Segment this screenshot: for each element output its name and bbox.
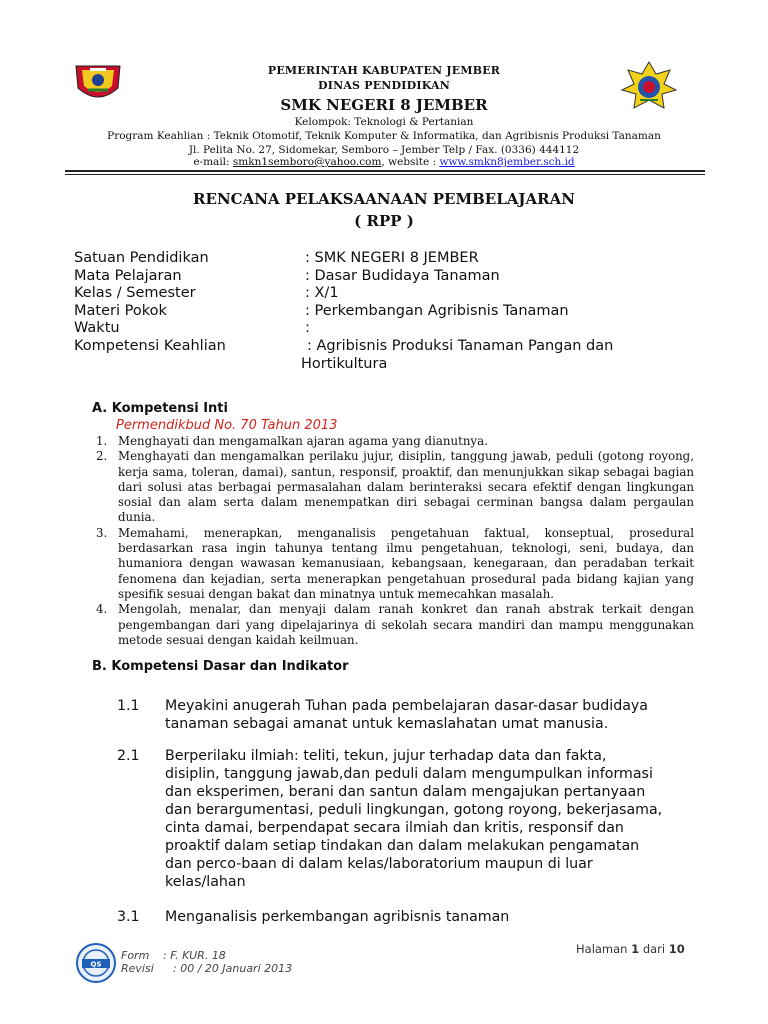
- revision-value: : 00 / 20 Januari 2013: [173, 962, 293, 975]
- certification-logo-icon: [70, 942, 122, 984]
- competency-line: proaktif dalam setiap tindakan dan dalam melakukan pengamatan: [165, 838, 640, 854]
- revision-label: Revisi: [121, 962, 154, 975]
- page-of: dari: [642, 942, 666, 956]
- list-item: [96, 449, 694, 525]
- list-item: [96, 526, 694, 602]
- header-divider-thick: [65, 170, 705, 172]
- info-value: : SMK NEGERI 8 JEMBER: [305, 250, 479, 266]
- list-item: [96, 602, 694, 648]
- info-label: Kompetensi Keahlian: [74, 338, 226, 354]
- school-programs: Program Keahlian : Teknik Otomotif, Teknik Komputer & Informatika, dan Agribisnis Produksi Tanaman: [107, 130, 661, 142]
- form-label: Form: [121, 949, 150, 962]
- school-address: Jl. Pelita No. 27, Sidomekar, Semboro – Jember Telp / Fax. (0336) 444112: [188, 144, 580, 156]
- government-name: PEMERINTAH KABUPATEN JEMBER: [267, 64, 501, 77]
- section-b-heading: B. Kompetensi Dasar dan Indikator: [92, 659, 349, 674]
- info-label: Kelas / Semester: [74, 285, 196, 302]
- school-name: SMK NEGERI 8 JEMBER: [280, 96, 488, 114]
- email-link[interactable]: smkn1semboro@yahoo.com: [232, 156, 382, 168]
- info-label: Waktu: [74, 320, 120, 337]
- page-indicator: [576, 942, 685, 956]
- list-item: [96, 434, 694, 449]
- list-number: 3.: [96, 525, 108, 540]
- document-title: RENCANA PELAKSAANAAN PEMBELAJARAN: [193, 190, 575, 208]
- website-label: , website :: [381, 156, 437, 168]
- info-value: : Dasar Budidaya Tanaman: [305, 267, 500, 284]
- section-a-heading: A. Kompetensi Inti: [92, 401, 228, 416]
- competency-line: disiplin, tanggung jawab,dan peduli dalam mengumpulkan informasi: [165, 766, 653, 782]
- competency-line: dan perco-baan di dalam kelas/laboratorium maupun di luar: [165, 856, 593, 872]
- svg-text:QS: QS: [90, 960, 102, 969]
- document-subtitle: ( RPP ): [354, 212, 414, 230]
- list-text: Menghayati dan mengamalkan perilaku jujur, disiplin, tanggung jawab, peduli (gotong royong, kerja sama, toleran, damai), santun, responsif, proaktif, dan menunjukkan sikap sebagai bagian dari solusi atas berbagai permasalahan dalam berinteraksi secara efektif dengan lingkungan sosial dan alam serta dalam menempatkan diri sebagai cerminan bangsa dalam pergaulan dunia.: [118, 449, 694, 525]
- competency-line: tanaman sebagai amanat untuk kemaslahatan umat manusia.: [165, 716, 609, 732]
- competency-line: cinta damai, berpendapat secara ilmiah dan kritis, responsif dan: [165, 820, 624, 836]
- website-link[interactable]: www.smkn8jember.sch.id: [439, 156, 575, 168]
- header-divider-thin: [65, 174, 705, 175]
- competency-line: dan eksperimen, berani dan santun dalam mengajukan pertanyaan: [165, 784, 646, 800]
- competency-line: kelas/lahan: [165, 874, 246, 890]
- competency-number: 2.1: [117, 748, 140, 764]
- info-value: : X/1: [305, 285, 339, 302]
- list-text: Memahami, menerapkan, menganalisis pengetahuan faktual, konseptual, prosedural berdasarkan rasa ingin tahunya tentang ilmu pengetahuan, teknologi, seni, budaya, dan humaniora dengan wawasan kemanusiaan, kebangsaan, kenegaraan, dan peradaban terkait fenomena dan kejadian, serta menerapkan pengetahuan prosedural pada bidang kajian yang spesifik sesuai dengan bakat dan minatnya untuk memecahkan masalah.: [118, 525, 694, 601]
- info-value: : Agribisnis Produksi Tanaman Pangan dan: [307, 338, 614, 354]
- core-competency-list: [96, 434, 694, 648]
- list-text: Menghayati dan mengamalkan ajaran agama yang dianutnya.: [118, 434, 488, 448]
- page-total: 10: [668, 942, 685, 956]
- info-value: : Perkembangan Agribisnis Tanaman: [305, 302, 569, 319]
- info-value-continued: Hortikultura: [301, 355, 388, 372]
- form-value: : F. KUR. 18: [163, 949, 226, 962]
- department-name: DINAS PENDIDIKAN: [317, 79, 451, 92]
- competency-line: Meyakini anugerah Tuhan pada pembelajaran dasar-dasar budidaya: [165, 698, 648, 714]
- email-label: e-mail:: [193, 156, 230, 168]
- list-number: 4.: [96, 602, 108, 617]
- info-label: Materi Pokok: [74, 302, 167, 319]
- list-number: 1.: [96, 434, 108, 448]
- info-value: :: [305, 320, 310, 337]
- school-group: Kelompok: Teknologi & Pertanian: [294, 116, 474, 128]
- competency-line: dan berargumentasi, peduli lingkungan, gotong royong, bekerjasama,: [165, 802, 663, 818]
- info-label: Satuan Pendidikan: [74, 250, 209, 266]
- page-label: Halaman: [576, 942, 628, 956]
- list-number: 2.: [96, 449, 108, 464]
- competency-number: 3.1: [117, 909, 140, 925]
- competency-line: Berperilaku ilmiah: teliti, tekun, jujur terhadap data dan fakta,: [165, 748, 607, 764]
- competency-line: Menganalisis perkembangan agribisnis tanaman: [165, 909, 510, 925]
- contact-line: [0, 156, 768, 168]
- section-a-subtitle: Permendikbud No. 70 Tahun 2013: [116, 418, 338, 433]
- list-text: Mengolah, menalar, dan menyaji dalam ranah konkret dan ranah abstrak terkait dengan pengembangan dari yang dipelajarinya di sekolah secara mandiri dan mampu menggunakan metode sesuai dengan kaidah keilmuan.: [118, 602, 694, 647]
- page-current: 1: [631, 942, 640, 956]
- info-label: Mata Pelajaran: [74, 267, 182, 284]
- competency-number: 1.1: [117, 698, 140, 714]
